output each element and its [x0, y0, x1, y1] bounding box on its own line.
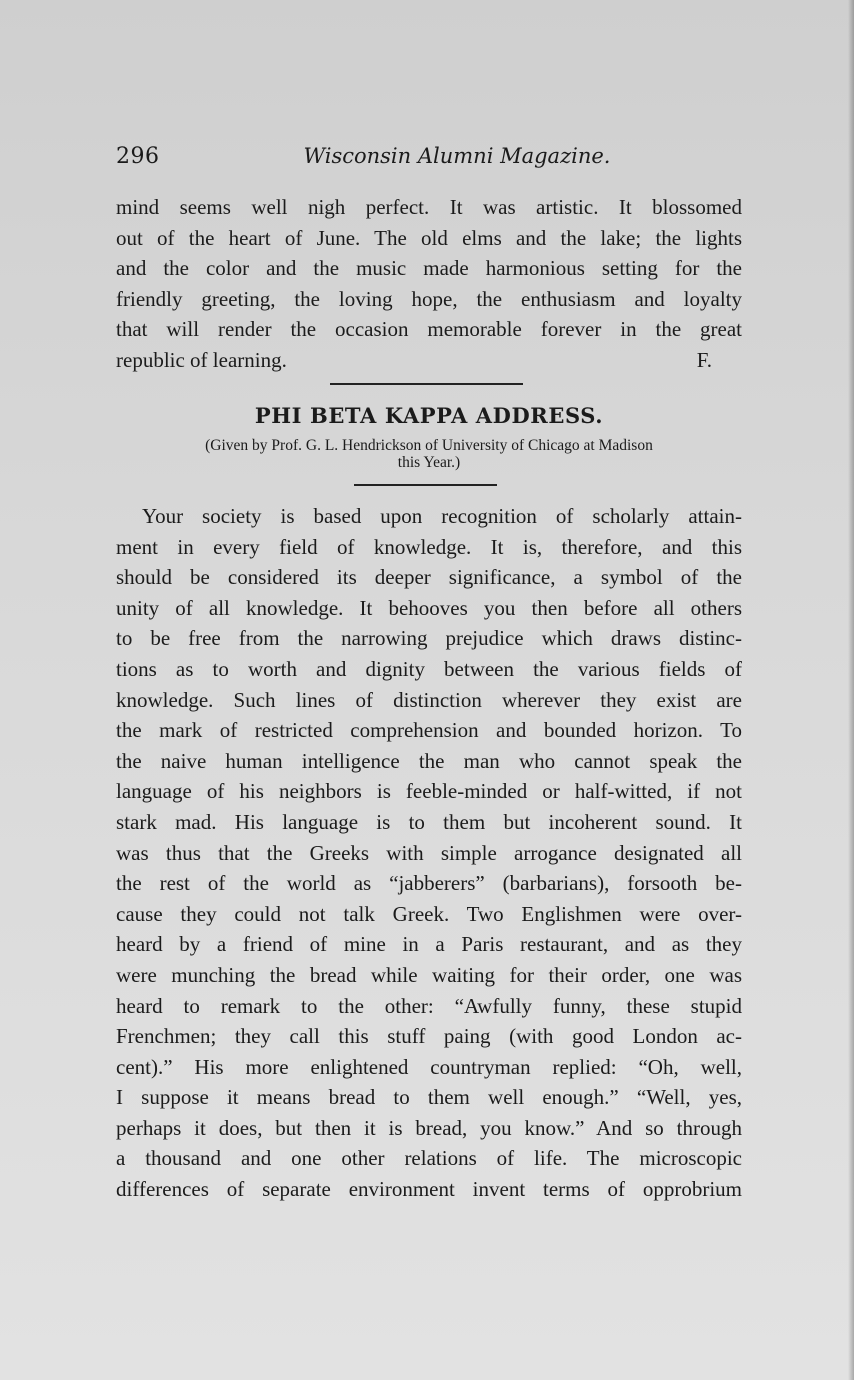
body-line: I suppose it means bread to them well enough.” “Well, yes, — [116, 1085, 742, 1110]
body-line: were munching the bread while waiting for their order, one was — [116, 962, 742, 987]
title-underline — [354, 484, 497, 486]
page-header — [116, 144, 742, 174]
intro-paragraph — [116, 192, 742, 376]
body-line: ment in every field of knowledge. It is, therefore, and this — [116, 534, 742, 559]
intro-line: out of the heart of June. The old elms and the lake; the lights — [116, 225, 742, 250]
body-line: knowledge. Such lines of distinction wherever they exist are — [116, 687, 742, 712]
intro-line: mind seems well nigh perfect. It was artistic. It blossomed — [116, 195, 742, 219]
body-line: the mark of restricted comprehension and bounded horizon. To — [116, 718, 742, 743]
page-number: 296 — [116, 144, 160, 169]
intro-final-line — [116, 345, 742, 376]
article-body — [116, 501, 742, 1205]
page-edge-shadow — [848, 0, 854, 1380]
intro-line: friendly greeting, the loving hope, the enthusiasm and loyalty — [116, 286, 742, 311]
article-title: PHI BETA KAPPA ADDRESS. — [254, 403, 604, 428]
article-subtitle — [112, 437, 746, 471]
body-line: unity of all knowledge. It behooves you then before all others — [116, 595, 742, 620]
body-line: Your society is based upon recognition of scholarly attain- — [142, 504, 742, 528]
intro-line: that will render the occasion memorable forever in the great — [116, 317, 742, 342]
body-line: heard by a friend of mine in a Paris restaurant, and as they — [116, 932, 742, 957]
body-line: Frenchmen; they call this stuff paing (with good London ac- — [116, 1024, 742, 1049]
body-line: heard to remark to the other: “Awfully funny, these stupid — [116, 993, 742, 1018]
body-line: differences of separate environment invent terms of opprobrium — [116, 1177, 742, 1202]
section-divider — [330, 383, 523, 385]
intro-line: republic of learning. — [116, 347, 287, 372]
intro-line: and the color and the music made harmonious setting for the — [116, 256, 742, 281]
body-line: tions as to worth and dignity between the various fields of — [116, 656, 742, 681]
running-title: Wisconsin Alumni Magazine. — [303, 144, 611, 168]
body-line: language of his neighbors is feeble-minded or half-witted, if not — [116, 779, 742, 804]
subtitle-line: (Given by Prof. G. L. Hendrickson of University of Chicago at Madison — [205, 437, 653, 454]
body-line: the naive human intelligence the man who cannot speak the — [116, 748, 742, 773]
body-line: should be considered its deeper significance, a symbol of the — [116, 565, 742, 590]
body-line: cause they could not talk Greek. Two Englishmen were over- — [116, 901, 742, 926]
author-initial: F. — [696, 347, 712, 372]
body-line: the rest of the world as “jabberers” (barbarians), forsooth be- — [116, 871, 742, 896]
body-line: was thus that the Greeks with simple arrogance designated all — [116, 840, 742, 865]
body-line: cent).” His more enlightened countryman replied: “Oh, well, — [116, 1054, 742, 1079]
body-line: stark mad. His language is to them but incoherent sound. It — [116, 809, 742, 834]
subtitle-line: this Year.) — [397, 454, 461, 471]
body-line: to be free from the narrowing prejudice which draws distinc- — [116, 626, 742, 651]
body-line: perhaps it does, but then it is bread, you know.” And so through — [116, 1115, 742, 1140]
body-line: a thousand and one other relations of life. The microscopic — [116, 1146, 742, 1171]
